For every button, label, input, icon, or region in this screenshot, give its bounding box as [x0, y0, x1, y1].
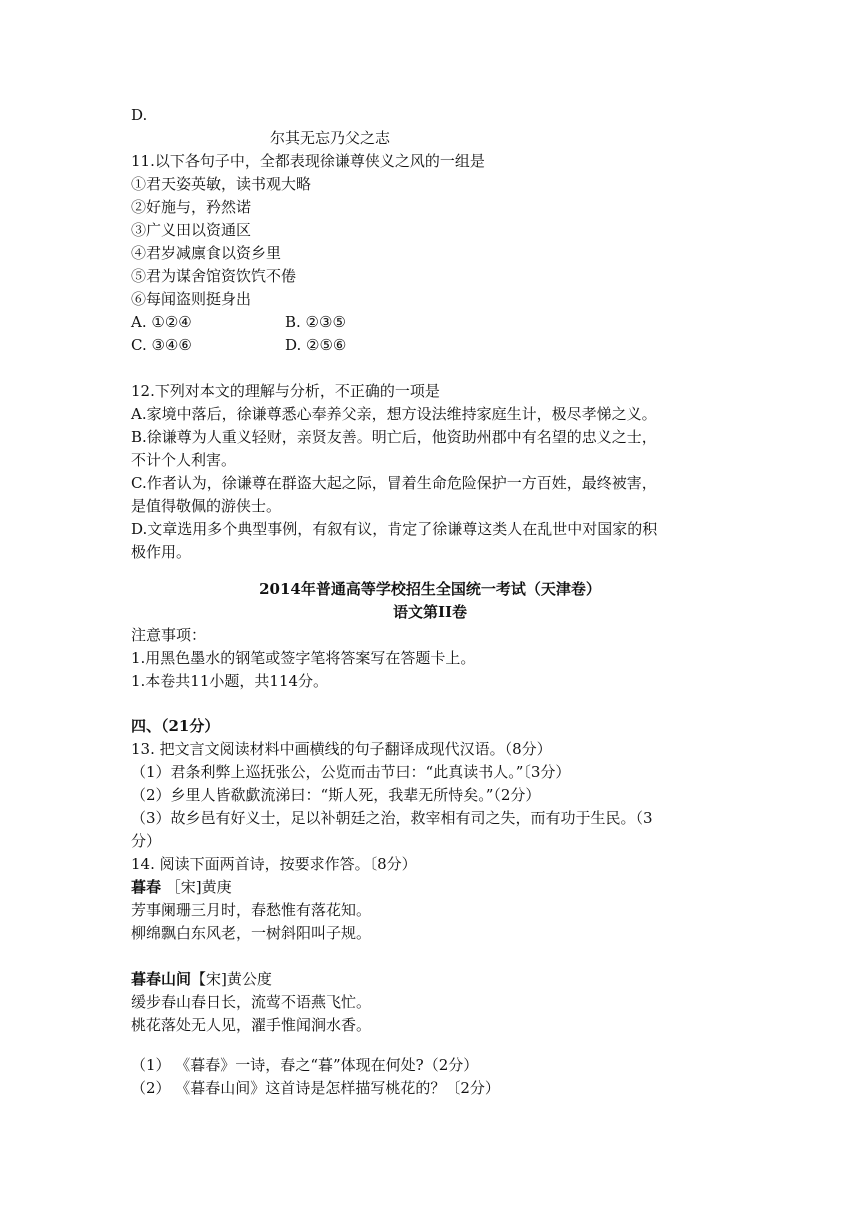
- q12-line: 极作用。: [131, 543, 192, 561]
- q12-line: C.作者认为，徐谦尊在群盗大起之际，冒着生命危险保护一方百姓，最终被害，: [131, 474, 657, 492]
- poem2-title: 暮春山间: [131, 970, 192, 988]
- q12-line: A.家境中落后，徐谦尊悉心奉养父亲，想方设法维持家庭生计，极尽孝悌之义。: [131, 405, 657, 423]
- q11-item: ⑤君为谋舍馆资饮饩不倦: [131, 267, 297, 285]
- q10-option-d-text: 尔其无忘乃父之志: [270, 129, 391, 147]
- q11-item: ⑥每闻盗则挺身出: [131, 290, 252, 308]
- poem1-line: 柳绵飘白东风老，一树斜阳叫子规。: [131, 924, 372, 942]
- q14-stem: 14. 阅读下面两首诗，按要求作答。〔8分）: [131, 855, 417, 873]
- q14-question: （2） 《暮春山间》这首诗是怎样描写桃花的？〔2分）: [131, 1079, 500, 1097]
- poem1-title: 暮春: [131, 878, 162, 896]
- q13-line: （2）乡里人皆欷歔流涕曰：“斯人死，我辈无所恃矣。”（2分）: [131, 786, 541, 804]
- poem2-line: 缓步春山春日长，流莺不语燕飞忙。: [131, 993, 372, 1011]
- q13-line: （3）故乡邑有好义士，足以补朝廷之治，救宰相有司之失，而有功于生民。（3: [131, 809, 653, 827]
- q12-line: D.文章选用多个典型事例，有叙有议，肯定了徐谦尊这类人在乱世中对国家的积: [131, 520, 658, 538]
- poem1-author: ［宋]黄庚: [165, 878, 232, 896]
- q13-line: （1）君条利弊上巡抚张公，公览而击节曰：“此真读书人。”〔3分）: [131, 763, 571, 781]
- poem2-author: 【宋]黄公度: [191, 970, 272, 988]
- q13-stem: 13. 把文言文阅读材料中画横线的句子翻译成现代汉语。（8分）: [131, 740, 552, 758]
- q14-question: （1） 《暮春》一诗，春之“暮”体现在何处?（2分）: [131, 1056, 479, 1074]
- notice-heading: 注意事项：: [131, 626, 207, 644]
- q12-line: 是值得敬佩的游侠士。: [131, 497, 282, 515]
- exam-subtitle: 语文第II卷: [392, 603, 468, 621]
- q11-options-row: [131, 334, 431, 356]
- exam-title: 2014年普通高等学校招生全国统一考试（天津卷）: [259, 580, 601, 598]
- q13-line: 分）: [131, 832, 162, 850]
- q11-option-c: C. ③④⑥: [131, 336, 192, 354]
- notice-item: 1.用黑色墨水的钢笔或签字笔将答案写在答题卡上。: [131, 649, 476, 667]
- q12-stem: 12.下列对本文的理解与分析，不正确的一项是: [131, 382, 440, 400]
- q11-item: ③广义田以资通区: [131, 221, 252, 239]
- q12-line: 不计个人利害。: [131, 451, 237, 469]
- q12-line: B.徐谦尊为人重义轻财，亲贤友善。明亡后，他资助州郡中有名望的忠义之士，: [131, 428, 657, 446]
- q11-stem: 11.以下各句子中，全都表现徐谦尊侠义之风的一组是: [131, 152, 485, 170]
- q11-item: ④君岁减廪食以资乡里: [131, 244, 282, 262]
- q11-option-d: D. ②⑤⑥: [285, 336, 347, 354]
- part4-heading: 四、（21分）: [131, 717, 220, 735]
- q11-item: ②好施与，矜然诺: [131, 198, 252, 216]
- poem1-header: [131, 876, 232, 898]
- q11-option-b: B. ②③⑤: [285, 313, 346, 331]
- notice-item: 1.本卷共11小题，共114分。: [131, 672, 329, 690]
- q11-options-row: [131, 311, 431, 333]
- q10-option-d-label: D.: [131, 106, 148, 124]
- poem1-line: 芳事阑珊三月时，春愁惟有落花知。: [131, 901, 372, 919]
- q11-item: ①君天姿英敏，读书观大略: [131, 175, 312, 193]
- poem2-header: [131, 968, 272, 990]
- poem2-line: 桃花落处无人见，濯手惟闻涧水香。: [131, 1016, 372, 1034]
- q11-option-a: A. ①②④: [131, 313, 192, 331]
